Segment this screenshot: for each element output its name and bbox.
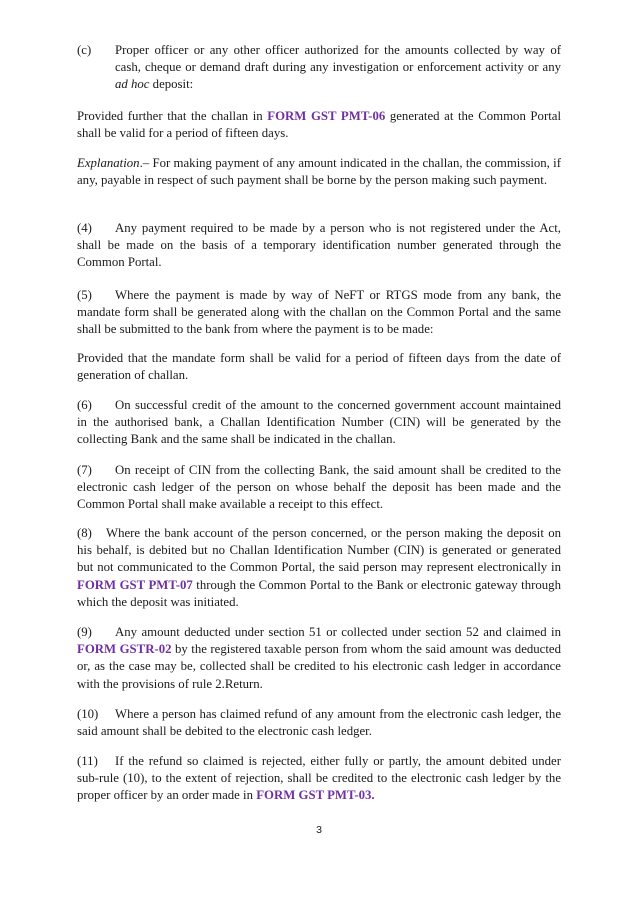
sub-rule-5: [77, 287, 561, 339]
sub-rule-text: Where the payment is made by way of NeFT or RTGS mode from any bank, the mandate form shall be generated along with the challan on the Common Portal and the same shall be submitted to the bank from where the payment is to be made:: [77, 288, 561, 337]
sub-rule-text: If the refund so claimed is rejected, either fully or partly, the amount debited under sub-rule (10), to the extent of rejection, shall be credited to the electronic cash ledger by the proper officer by an order made in: [77, 754, 561, 803]
explanation-paragraph: [77, 155, 561, 189]
sub-rule-6: [77, 397, 561, 449]
explanation-text: For making payment of any amount indicated in the challan, the commission, if any, payable in respect of such payment shall be borne by the person making such payment.: [77, 156, 561, 188]
sub-rule-number: (4): [77, 221, 92, 235]
sub-rule-number: (5): [77, 288, 92, 302]
clause-text: Proper officer or any other officer authorized for the amounts collected by way of cash, cheque or demand draft during any investigation or enforcement activity or any: [115, 43, 561, 75]
sub-rule-text-end: by the registered taxable person from whom the said amount was deducted or, as the case may be, collected shall be credited to his electronic cash ledger in accordance with the provisions of rule 2.Return.: [77, 642, 561, 691]
sub-rule-number: (9): [77, 625, 92, 639]
sub-rule-number: (8): [77, 526, 92, 540]
sub-rule-11: [77, 753, 561, 805]
sub-rule-7: [77, 462, 561, 514]
sub-rule-8: [77, 525, 561, 611]
paragraph-text-end: generated at the Common Portal shall be valid for a period of fifteen days.: [77, 109, 561, 141]
explanation-dash: .–: [139, 156, 153, 170]
sub-rule-text: On successful credit of the amount to the concerned government account maintained in the authorised bank, a Challan Identification Number (CIN) will be generated by the collecting Bank and the same shall be indicated in the challan.: [77, 398, 561, 447]
sub-rule-number: (6): [77, 398, 92, 412]
sub-rule-text: On receipt of CIN from the collecting Bank, the said amount shall be credited to the electronic cash ledger of the person on whose behalf the deposit has been made and the Common Portal shall make available a receipt to this effect.: [77, 463, 561, 512]
clause-text-end: deposit:: [149, 77, 194, 92]
sub-rule-text: Where the bank account of the person concerned, or the person making the deposit on his behalf, is debited but no Challan Identification Number (CIN) is generated or generated but not communicated to the Common Portal, the said person may represent electronically in: [77, 526, 561, 575]
sub-rule-number: (7): [77, 463, 92, 477]
sub-rule-10: [77, 706, 561, 740]
form-reference: FORM GSTR-02: [77, 642, 172, 657]
proviso-mandate-validity: [77, 350, 561, 384]
explanation-label: Explanation: [77, 156, 140, 170]
clause-number: (c): [77, 43, 92, 57]
form-reference: FORM GST PMT-07: [77, 577, 193, 592]
clause-italic-term: ad hoc: [115, 77, 150, 92]
form-reference: FORM GST PMT-06: [267, 109, 386, 123]
proviso-challan-validity: [77, 108, 561, 142]
paragraph-text: Provided further that the challan in: [77, 109, 268, 123]
sub-rule-9: [77, 624, 561, 693]
page-number: 3: [316, 824, 322, 836]
sub-rule-text: Any amount deducted under section 51 or collected under section 52 and claimed in: [115, 625, 561, 639]
form-reference: FORM GST PMT-03: [256, 788, 372, 803]
sub-rule-text: Any payment required to be made by a person who is not registered under the Act, shall be made on the basis of a temporary identification number generated through the Common Portal.: [77, 221, 561, 270]
sub-rule-number: (11): [77, 754, 98, 768]
sub-rule-number: (10): [77, 707, 99, 721]
sub-rule-4: [77, 220, 561, 272]
sub-rule-text: Where a person has claimed refund of any amount from the electronic cash ledger, the said amount shall be debited to the electronic cash ledger.: [77, 707, 561, 739]
paragraph-text: Provided that the mandate form shall be valid for a period of fifteen days from the date of generation of challan.: [77, 351, 561, 383]
sub-rule-text-end: .: [371, 788, 375, 803]
clause-c: [77, 42, 561, 94]
sub-rule-text-end: through the Common Portal to the Bank or electronic gateway through which the deposit was initiated.: [77, 577, 561, 609]
